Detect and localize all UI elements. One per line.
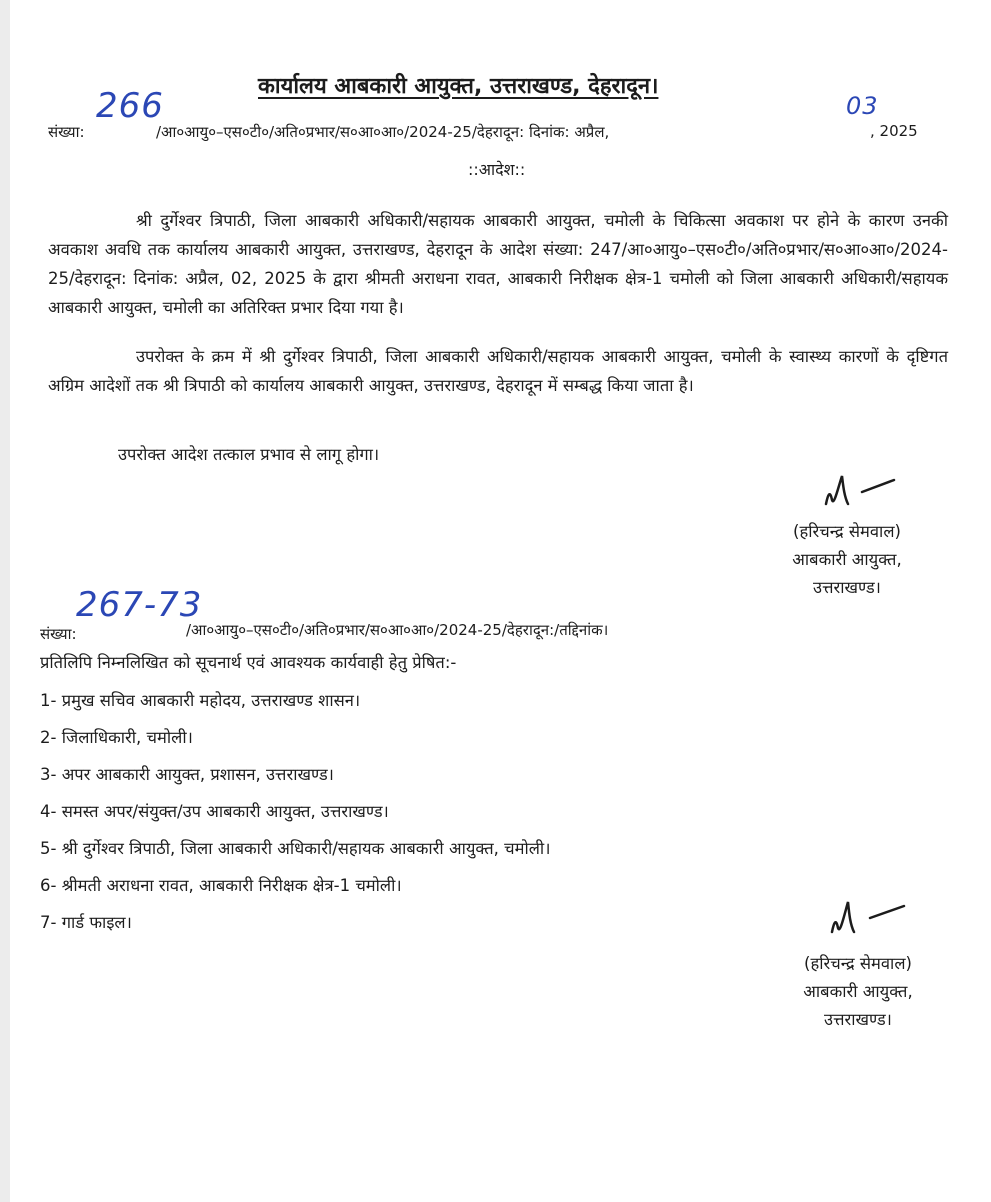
list-item: 1- प्रमुख सचिव आबकारी महोदय, उत्तराखण्ड शासन। [40, 691, 361, 710]
copy-reference: /आ०आयु०–एस०टी०/अति०प्रभार/स०आ०आ०/2024-25/देहरादून:/तद्दिनांक। [186, 621, 609, 639]
list-item: 3- अपर आबकारी आयुक्त, प्रशासन, उत्तराखण्ड। [40, 765, 334, 784]
order-reference: /आ०आयु०–एस०टी०/अति०प्रभार/स०आ०आ०/2024-25/देहरादून: दिनांक: अप्रैल, [156, 123, 610, 141]
signature-block-2 [770, 950, 946, 1034]
list-item: 6- श्रीमती अराधना रावत, आबकारी निरीक्षक क्षेत्र-1 चमोली। [40, 876, 402, 895]
order-number-label: संख्या: [48, 123, 85, 141]
scan-edge [0, 0, 10, 1202]
signatory-name: (हरिचन्द्र सेमवाल) [804, 954, 912, 973]
list-item: 5- श्री दुर्गेश्वर त्रिपाठी, जिला आबकारी अधिकारी/सहायक आबकारी आयुक्त, चमोली। [40, 839, 551, 858]
signature-mark [822, 896, 912, 940]
copy-number-label: संख्या: [40, 625, 77, 643]
signatory-state: उत्तराखण्ड। [824, 1010, 892, 1029]
handwritten-day: 03 [846, 92, 879, 120]
copy-intro: प्रतिलिपि निम्नलिखित को सूचनार्थ एवं आवश्यक कार्यवाही हेतु प्रेषित:- [40, 653, 457, 672]
signature-block-1 [762, 518, 932, 602]
order-year: , 2025 [870, 122, 918, 140]
list-item: 2- जिलाधिकारी, चमोली। [40, 728, 193, 747]
office-title: कार्यालय आबकारी आयुक्त, उत्तराखण्ड, देहरादून। [258, 74, 659, 99]
order-heading: ::आदेश:: [468, 160, 526, 179]
list-item: 7- गार्ड फाइल। [40, 913, 132, 932]
handwritten-copy-number: 267-73 [76, 585, 203, 625]
order-paragraph-3: उपरोक्त आदेश तत्काल प्रभाव से लागू होगा। [118, 445, 380, 464]
list-item: 4- समस्त अपर/संयुक्त/उप आबकारी आयुक्त, उत्तराखण्ड। [40, 802, 389, 821]
order-paragraph-2: उपरोक्त के क्रम में श्री दुर्गेश्वर त्रिपाठी, जिला आबकारी अधिकारी/सहायक आबकारी आयुक्त, चमोली के स्वास्थ्य कारणों के दृष्टिगत अग्रिम आदेशों तक श्री त्रिपाठी को कार्यालय आबकारी आयुक्त, उत्तराखण्ड, देहरादून में सम्बद्ध किया जाता है। [48, 347, 948, 395]
signature-mark [816, 470, 906, 512]
distribution-list [40, 682, 550, 941]
signatory-designation: आबकारी आयुक्त, [803, 982, 913, 1001]
signatory-designation: आबकारी आयुक्त, [792, 550, 902, 569]
signatory-state: उत्तराखण्ड। [813, 578, 881, 597]
signatory-name: (हरिचन्द्र सेमवाल) [793, 522, 901, 541]
order-paragraph-1: श्री दुर्गेश्वर त्रिपाठी, जिला आबकारी अधिकारी/सहायक आबकारी आयुक्त, चमोली के चिकित्सा अवकाश पर होने के कारण उनकी अवकाश अवधि तक कार्यालय आबकारी आयुक्त, उत्तराखण्ड, देहरादून के आदेश संख्या: 247/आ०आयु०–एस०टी०/अति०प्रभार/स०आ०आ०/2024-25/देहरादून: दिनांक: अप्रैल, 02, 2025 के द्वारा श्रीमती अराधना रावत, आबकारी निरीक्षक क्षेत्र-1 चमोली को जिला आबकारी अधिकारी/सहायक आबकारी आयुक्त, चमोली का अतिरिक्त प्रभार दिया गया है। [48, 211, 948, 317]
handwritten-order-number: 266 [96, 86, 164, 126]
